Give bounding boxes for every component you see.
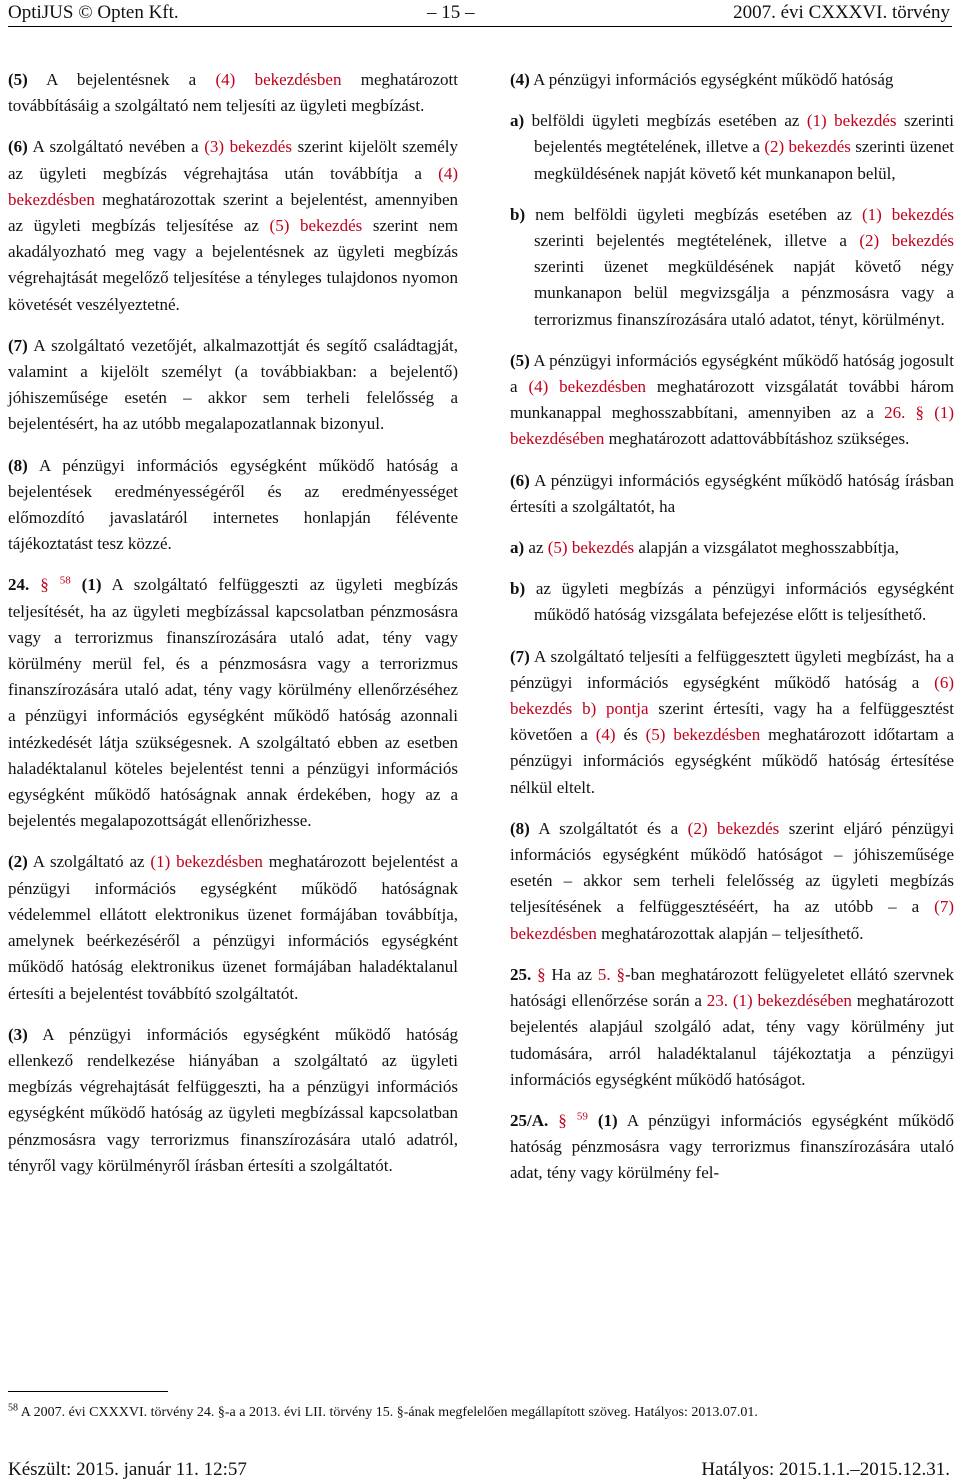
paragraph-5-right: (5) A pénzügyi információs egységként működő hatóság jogosult a (4) bekezdésben meghatározott vizsgálatát további három munkanappal meghosszabbítani, amennyiben az a 26. § (1) bekezdésében meghatározott adattovábbításhoz szükséges. [510,350,955,449]
paragraph-6: (6) A szolgáltató nevében a (3) bekezdés szerint kijelölt személy az ügyleti megbízás végrehajtása után továbbítja a (4) bekezdésben meghatározottak szerint a bejelentést, amennyiben az ügyleti megbízás teljesítése az (5) bekezdés szerint nem akadályozható meg vagy a bejelentésnek az ügyleti megbízás végrehajtását megelőző teljesítése a tényleges tulajdonos nyomon követését veszélyeztetné. [8,137,458,314]
section-25a: 25/A. § $^{59}$ (1) A pénzügyi információs egységként működő hatóság pénzmosásra vagy terrorizmus finanszírozására utaló adat, tény vagy körülmény fel- [510,1110,955,1183]
paragraph-7-right: (7) A szolgáltató teljesíti a felfüggesztett ügyleti megbízást, ha a pénzügyi információs egységként működő hatóság a (6) bekezdés b) pontja szerint értesíti, vagy ha a felfüggesztést követően a (4) és (5) bekezdésben meghatározott időtartam a pénzügyi információs egységként működő hatóság értesítése nélkül eltelt. [510,646,954,797]
cross-reference-link[interactable]: (7) bekezdésben [510,897,954,943]
cross-reference-link[interactable]: (4) bekezdésben [215,70,342,89]
point-4a: a) belföldi ügyleti megbízás esetében az (1) bekezdés szerinti bejelentés megtételének, illetve a (2) bekezdés szerinti üzenet megküldésének napját követő két munkanapon belül, [510,111,954,183]
cross-reference-link[interactable]: (4) bekezdésben [528,377,647,397]
footnote-ref-59[interactable]: 59 [576,1110,588,1123]
cross-reference-link[interactable]: 26. [884,403,906,423]
paragraph-6-right: (6) A pénzügyi információs egységként működő hatóság írásban értesíti a szolgáltatót, ha [510,470,954,516]
cross-reference-link[interactable]: (1) bekezdésében [732,991,852,1011]
point-6b: b) az ügyleti megbízás a pénzügyi információs egységként működő hatóság vizsgálata befejezése előtt is teljesíthető. [510,579,954,625]
paragraph-7: (7) A szolgáltató vezetőjét, alkalmazottját és segítő családtagját, valamint a kijelölt személyt (a továbbiakban: a bejelentő) jóhiszeműsége esetén – akkor sem terheli felelősség a bejelentésért, ha az utóbb megalapozatlannak bizonyul. [8,335,458,434]
cross-reference-link[interactable]: (2) bekezdés [687,818,780,838]
section-25: 25. § Ha az 5. §-ban meghatározott felügyeletet ellátó szervnek hatósági ellenőrzése során a 23. (1) bekezdésében meghatározott bejelentés alapjául szolgáló adat, tény vagy körülmény jut tudomására, arról haladéktalanul tájékoztatja a pénzügyi információs egységként működő hatóságot. [510,964,955,1089]
left-column [8,67,458,1194]
cross-reference-link[interactable]: (1) bekezdésében [510,403,955,449]
paragraph-5: (5) A bejelentésnek a (4) bekezdésben meghatározott továbbításáig a szolgáltató nem teljesíti az ügyleti megbízást. [8,70,458,116]
paragraph-4: (4) A pénzügyi információs egységként működő hatóság [510,70,894,89]
paragraph-8-right: (8) A szolgáltatót és a (2) bekezdés szerint eljáró pénzügyi információs egységként működő hatóságot – jóhiszeműsége esetén – akkor sem terheli felelősség az ügyleti megbízás teljesítésének a felfüggesztéséért, ha az utóbb – a (7) bekezdésben meghatározottak alapján – teljesíthető. [510,818,954,943]
section-symbol: § [40,575,49,595]
law-title: 2007. évi CXXXVI. törvény [733,2,950,23]
point-4b: b) nem belföldi ügyleti megbízás esetében az (1) bekezdés szerinti bejelentés megtételének, illetve a (2) bekezdés szerinti üzenet megküldésének napját követő négy munkanapon belül megvizsgálja a pénzmosásra vagy a terrorizmus finanszírozására utaló adatot, tényt, körülményt. [510,204,955,329]
footnote-ref-58[interactable]: 58 [59,574,71,587]
paragraph-8: (8) A pénzügyi információs egységként működő hatóság a bejelentések eredményességéről és az eredményességet előmozdító javaslatáról internetes honlapján félévente tájékoztatást tesz közzé. [8,455,458,554]
cross-reference-link[interactable]: (5) bekezdés [269,216,363,236]
cross-reference-link[interactable]: (5) bekezdés [547,538,635,558]
section-24-paragraph-3: (3) A pénzügyi információs egységként működő hatóság ellenkező rendelkezése hiányában a szolgáltató az ügyleti megbízás végrehajtását felfüggeszti, ha a pénzügyi információs egységként működő hatóság az ügyleti megbízással kapcsolatban pénzmosásra vagy terrorizmus finanszírozására utaló adatról, tényről vagy körülményről írásban értesíti a szolgáltatót. [8,1024,458,1175]
page-number: – 15 – [427,2,475,23]
cross-reference-link[interactable]: (4) [595,725,616,745]
section-symbol: § [558,1110,567,1130]
cross-reference-link[interactable]: (1) bekezdésben [150,852,263,872]
header-rule [8,26,952,27]
cross-reference-link[interactable]: 5. [597,964,611,984]
effective-period: Hatályos: 2015.1.1.–2015.12.31. [701,1459,950,1480]
footnote-58: $^{58}$ A 2007. évi CXXXVI. törvény 24. §-a a 2013. évi LII. törvény 15. §-ának megfelelően megállapított szöveg. Hatályos: 2013.07.01. [8,1402,758,1420]
cross-reference-link[interactable]: (6) bekezdés b) pontja [510,672,954,719]
cross-reference-link[interactable]: § [616,964,625,984]
header-publisher: OptiJUS © Opten Kft. [8,2,179,23]
cross-reference-link[interactable]: 23. [706,991,729,1011]
cross-reference-link[interactable]: (2) bekezdés [764,137,851,157]
section-symbol: § [537,964,546,984]
footnote-rule [8,1391,168,1392]
cross-reference-link[interactable]: (1) bekezdés [861,204,955,224]
point-6a: a) az (5) bekezdés alapján a vizsgálatot meghosszabbítja, [510,538,899,558]
cross-reference-link[interactable]: (5) bekezdésben [645,725,761,745]
cross-reference-link[interactable]: (4) bekezdésben [8,163,458,209]
section-24: 24. § $^{58}$ (1) A szolgáltató felfüggeszti az ügyleti megbízás teljesítését, ha az ügyleti megbízással kapcsolatban pénzmosásra vagy a terrorizmus finanszírozására utaló adat, tény vagy körülmény merül fel, és a pénzmosásra vagy a terrorizmus finanszírozására utaló adat, tény vagy körülmény ellenőrzéséhez a pénzügyi információs egységként működő hatóság azonnali intézkedését látja szükségesnek. A szolgáltató ebben az esetben haladéktalanul köteles bejelentést tenni a pénzügyi információs egységként működő hatóságnak annak érdekében, hogy az a bejelentés megalapozottságát ellenőrizhesse. [8,574,459,831]
created-date: Készült: 2015. január 11. 12:57 [8,1459,247,1480]
section-24-paragraph-2: (2) A szolgáltató az (1) bekezdésben meghatározott bejelentést a pénzügyi információs egységként működő hatóságnak védelemmel ellátott elektronikus üzenet formájában továbbítja, amelynek beérkezéséről a pénzügyi információs egységként működő hatóság elektronikus üzenet formájában haladéktalanul értesíti a bejelentést továbbító szolgáltatót. [8,852,458,1003]
cross-reference-link[interactable]: § [915,403,925,423]
cross-reference-link[interactable]: (2) bekezdés [859,231,955,251]
cross-reference-link[interactable]: (1) bekezdés [806,111,897,131]
right-column [510,67,954,1202]
cross-reference-link[interactable]: (3) bekezdés [204,137,292,157]
